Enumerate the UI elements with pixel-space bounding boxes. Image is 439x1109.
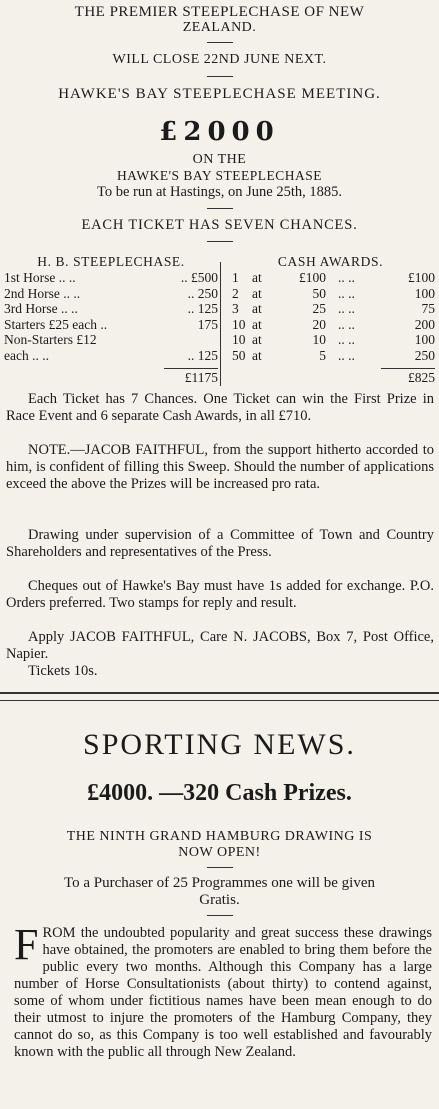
cash-awards-header: CASH AWARDS. bbox=[277, 254, 384, 269]
award-dots: .. .. bbox=[338, 301, 355, 316]
meeting-title: HAWKE'S BAY STEEPLECHASE MEETING. bbox=[58, 86, 381, 102]
steeplechase-row bbox=[4, 286, 218, 302]
paragraph-cheques: Cheques out of Hawke's Bay must have 1s added for exchange. P.O. Orders preferred. Two stamps for reply and result. bbox=[6, 578, 434, 611]
steeplechase-header: H. B. STEEPLECHASE. bbox=[37, 254, 185, 269]
award-total: 100 bbox=[414, 332, 435, 347]
closing-date: WILL CLOSE 22ND JUNE NEXT. bbox=[112, 52, 327, 67]
row-amount: .. 125 bbox=[187, 301, 218, 316]
steeplechase-row bbox=[4, 270, 218, 286]
award-total: 100 bbox=[414, 285, 435, 301]
chances-line: EACH TICKET HAS SEVEN CHANCES. bbox=[81, 217, 358, 233]
sporting-paragraph bbox=[14, 920, 432, 1061]
on-the: ON THE bbox=[192, 152, 247, 167]
award-dots: .. .. bbox=[338, 270, 355, 285]
cash-award-row bbox=[226, 286, 435, 302]
right-total-rule bbox=[381, 368, 435, 369]
steeplechase-row bbox=[4, 301, 218, 317]
award-count: 2 bbox=[232, 285, 239, 301]
award-total: 200 bbox=[414, 316, 435, 332]
award-total: 75 bbox=[421, 301, 435, 316]
row-label: 2nd Horse .. .. bbox=[4, 285, 81, 301]
award-value: 25 bbox=[312, 301, 326, 316]
drawing-line-2: NOW OPEN! bbox=[178, 845, 261, 860]
award-dots: .. .. bbox=[338, 347, 355, 363]
steeplechase-column bbox=[4, 254, 218, 385]
left-total: £1175 bbox=[184, 370, 218, 385]
award-value: 50 bbox=[312, 285, 326, 301]
row-label: Non-Starters £12 bbox=[4, 332, 97, 347]
award-value: £100 bbox=[299, 270, 326, 285]
race-name: HAWKE'S BAY STEEPLECHASE bbox=[116, 168, 323, 183]
award-total: 250 bbox=[414, 347, 435, 363]
left-total-row bbox=[4, 370, 218, 386]
paragraph-chances: Each Ticket has 7 Chances. One Ticket can win the First Prize in Race Event and 6 separate Cash Awards, in all £710. bbox=[6, 391, 434, 424]
drawing-line-1: THE NINTH GRAND HAMBURG DRAWING IS bbox=[66, 829, 373, 844]
column-divider bbox=[220, 262, 221, 386]
award-at: at bbox=[252, 347, 262, 363]
award-total: £100 bbox=[408, 270, 435, 285]
award-value: 10 bbox=[312, 332, 326, 347]
row-label: each .. .. bbox=[4, 347, 49, 363]
title-line-1: THE PREMIER STEEPLECHASE OF NEW bbox=[74, 4, 365, 20]
sporting-text: ROM the undoubted popularity and great success these drawings have obtained, the promoters are enabled to bring them before the public every two months. Although this Company has a large number of Horse Consultationists (about thirty) to contend against, some of whom under fictitious names have been mean enough to do their utmost to injure the promoters of the Hamburg Company, they cannot do so, as this Company is too well established and favourably known with the public all through New Zealand. bbox=[14, 925, 432, 1060]
left-total-rule bbox=[164, 368, 218, 369]
award-count: 3 bbox=[232, 301, 239, 316]
award-count: 10 bbox=[232, 332, 246, 347]
row-label: Starters £25 each .. bbox=[4, 316, 108, 332]
row-amount: 175 bbox=[197, 316, 218, 332]
race-date: To be run at Hastings, on June 25th, 1885. bbox=[96, 184, 343, 200]
steeplechase-row bbox=[4, 348, 218, 364]
row-label: 1st Horse .. .. bbox=[4, 270, 76, 285]
paragraph-tickets: Tickets 10s. bbox=[28, 663, 98, 679]
row-label: 3rd Horse .. .. bbox=[4, 301, 78, 316]
title-line-2: ZEALAND. bbox=[182, 20, 257, 35]
cash-awards-column bbox=[226, 254, 435, 385]
award-dots: .. .. bbox=[338, 332, 355, 347]
award-value: 20 bbox=[312, 316, 326, 332]
paragraph-note: NOTE.—JACOB FAITHFUL, from the support hitherto accorded to him, is confident of filling this Sweep. Should the number of applications exceed the above the Prizes will be increased pro rata. bbox=[6, 442, 434, 492]
sporting-headline: SPORTING NEWS. bbox=[83, 728, 356, 761]
right-total: £825 bbox=[408, 370, 435, 385]
cash-prizes-headline: £4000. —320 Cash Prizes. bbox=[87, 780, 352, 806]
cash-award-row bbox=[226, 332, 435, 348]
steeplechase-row bbox=[4, 317, 218, 333]
prize-table bbox=[4, 254, 435, 386]
drop-cap: F bbox=[14, 920, 39, 969]
award-count: 1 bbox=[232, 270, 239, 285]
cash-award-row bbox=[226, 317, 435, 333]
prize-amount: £2000 bbox=[159, 117, 280, 147]
row-amount: .. 250 bbox=[187, 285, 218, 301]
row-amount: .. £500 bbox=[180, 270, 218, 285]
paragraph-apply: Apply JACOB FAITHFUL, Care N. JACOBS, Box 7, Post Office, Napier. bbox=[6, 629, 434, 662]
purchaser-line-1: To a Purchaser of 25 Programmes one will be given bbox=[64, 875, 375, 891]
award-at: at bbox=[252, 270, 262, 285]
award-dots: .. .. bbox=[338, 285, 355, 301]
purchaser-line-2: Gratis. bbox=[199, 892, 240, 908]
award-at: at bbox=[252, 301, 262, 316]
award-at: at bbox=[252, 285, 262, 301]
cash-award-row bbox=[226, 301, 435, 317]
award-count: 10 bbox=[232, 316, 246, 332]
right-total-row bbox=[226, 370, 435, 386]
cash-award-row bbox=[226, 270, 435, 286]
cash-award-row bbox=[226, 348, 435, 364]
award-dots: .. .. bbox=[338, 316, 355, 332]
award-at: at bbox=[252, 316, 262, 332]
row-amount: .. 125 bbox=[187, 347, 218, 363]
paragraph-drawing: Drawing under supervision of a Committee of Town and Country Shareholders and representatives of the Press. bbox=[6, 527, 434, 560]
award-at: at bbox=[252, 332, 262, 347]
steeplechase-row bbox=[4, 332, 218, 348]
advert-separator bbox=[0, 692, 439, 701]
award-count: 50 bbox=[232, 347, 246, 363]
award-value: 5 bbox=[319, 347, 326, 363]
